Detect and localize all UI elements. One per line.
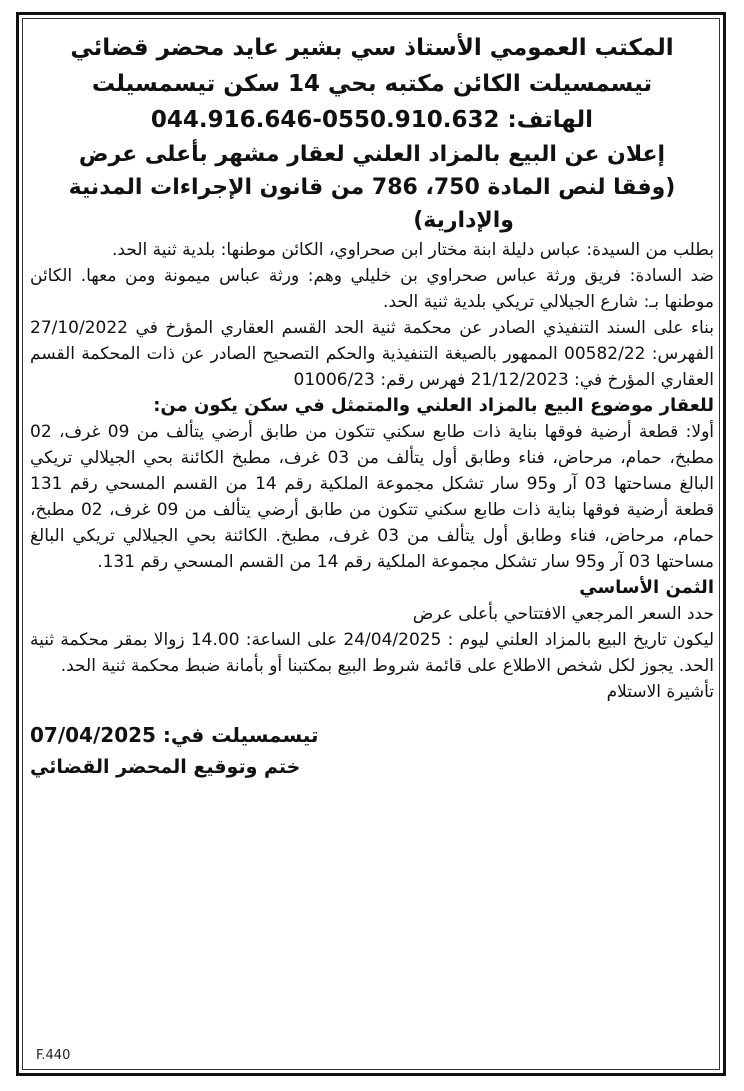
office-address: تيسمسيلت الكائن مكتبه بحي 14 سكن تيسمسيلت — [91, 71, 653, 97]
defendants-paragraph: ضد السادة: فريق ورثة عباس صحراوي بن خليلي وهم: ورثة عباس ميمونة ومن معها. الكائن موطنها بـ: شارع الجيلالي تريكي بلدية ثنية الحد. — [30, 266, 714, 312]
property-description: أولا: قطعة أرضية فوقها بناية ذات طابع سكني تتكون من طابق أرضي يتألف من 09 غرف، 02 مطبخ، حمام، مرحاض، فناء وطابق أول يتألف من 03 غرف، مطبخ الكائنة بحي الجيلالي تريكي البالغ مساحتها 03 آر و95 سار تشكل مجموعة الملكية رقم 14 من القسم المسحي رقم 131 قطعة أرضية فوقها بناية ذات طابع سكني تتكون من طابق أرضي يتألف من 09 غرف، 02 مطبخ، حمام، مرحاض، فناء وطابق أول يتألف من 03 غرف، مطبخ. الكائنة بحي الجيلالي تريكي البالغ مساحتها 03 آر و95 سار تشكل مجموعة الملكية رقم 14 من القسم المسحي رقم 131. — [30, 422, 715, 572]
price-text: حدد السعر المرجعي الافتتاحي بأعلى عرض — [412, 604, 714, 624]
plaintiff-paragraph: بطلب من السيدة: عباس دليلة ابنة مختار ابن صحراوي، الكائن موطنها: بلدية ثنية الحد. — [112, 240, 714, 260]
office-phone — [30, 102, 714, 138]
title-line-1: إعلان عن البيع بالمزاد العلني لعقار مشهر بأعلى عرض — [78, 142, 666, 167]
signature-line: ختم وتوقيع المحضر القضائي — [30, 756, 301, 778]
title-line-2: (وفقا لنص المادة 750، 786 من قانون الإجراءات المدنية — [68, 175, 676, 200]
basis-paragraph: بناء على السند التنفيذي الصادر عن محكمة ثنية الحد القسم العقاري المؤرخ في 27/10/2022 الفهرس: 00582/22 الممهور بالصيغة التنفيذية والحكم التصحيح الصادر عن ذات المحكمة القسم العقاري المؤرخ في: 21/12/2023 فهرس رقم: 01006/23 — [30, 318, 714, 390]
receipt-visa: تأشيرة الاستلام — [606, 682, 714, 702]
announcement — [30, 30, 714, 783]
place-and-date: تيسمسيلت في: 07/04/2025 — [30, 723, 319, 747]
price-heading: الثمن الأساسي — [579, 577, 714, 598]
title-line-3: والإدارية) — [413, 208, 514, 233]
phone-label: الهاتف: — [507, 107, 594, 133]
stamp-code: F.440 — [36, 1048, 71, 1063]
property-heading: للعقار موضوع البيع بالمزاد العلني والمتمثل في سكن يكون من: — [153, 395, 714, 416]
phone-numbers: 044.916.646-0550.910.632 — [150, 107, 500, 133]
sale-date-paragraph: ليكون تاريخ البيع بالمزاد العلني ليوم : 24/04/2025 على الساعة: 14.00 زوالا بمقر محكمة ثنية الحد. يجوز لكل شخص الاطلاع على قائمة شروط البيع بمكتبنا أو بأمانة ضبط محكمة ثنية الحد. — [30, 630, 715, 676]
office-name: المكتب العمومي الأستاذ سي بشير عايد محضر قضائي — [70, 35, 674, 61]
